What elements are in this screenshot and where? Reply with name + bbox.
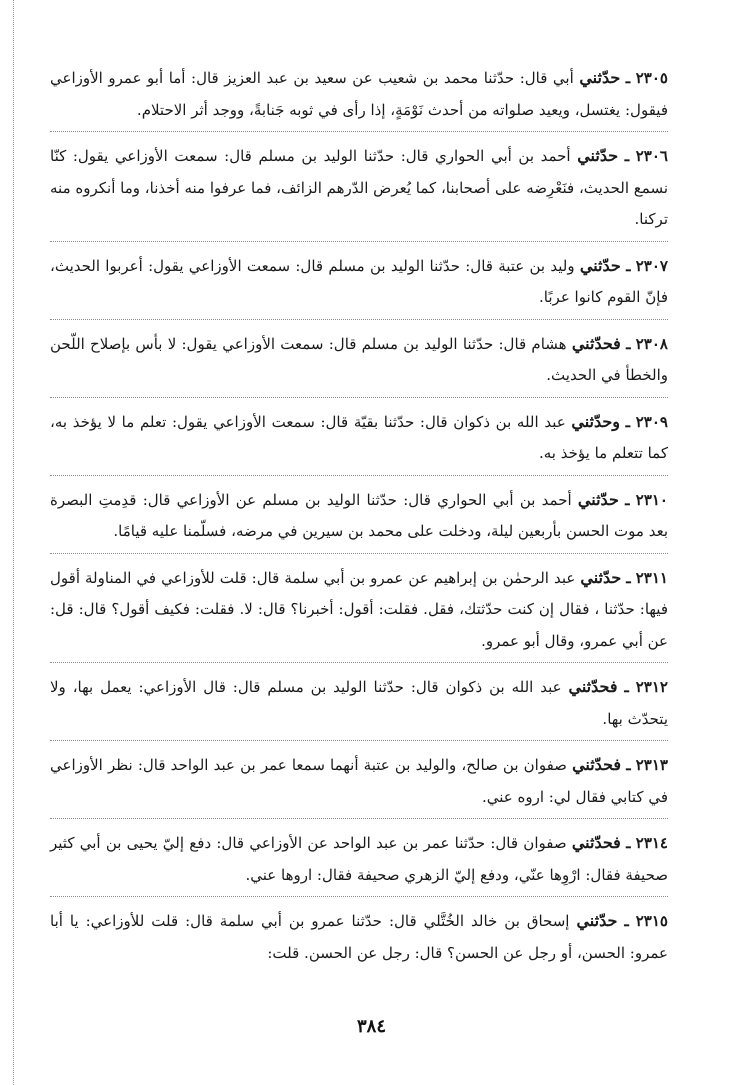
- entry-keyword: فحدّثني: [571, 333, 621, 353]
- entry-text: هشام قال: حدّثنا الوليد بن مسلم قال: سمعت الأوزاعي يقول: لا بأس بإصلاح اللّحن والخطأ في الحديث.: [50, 334, 668, 384]
- entry-keyword: حدّثني: [580, 567, 622, 587]
- hadith-entry-2306: [50, 140, 668, 242]
- entry-dash: ـ: [626, 756, 631, 774]
- entry-text: أحمد بن أبي الحواري قال: حدّثنا الوليد بن مسلم عن الأوزاعي قال: قدِمتِ البصرة بعد موت الحسن بأربعين ليلة، ودخلت على محمد بن سيرين في مرضه، فسلّمنا عليه قيامًا.: [50, 490, 668, 540]
- entry-number: ٢٣٠٩: [635, 412, 668, 431]
- entry-keyword: حدّثني: [577, 489, 619, 509]
- entry-text: وليد بن عتبة قال: حدّثنا الوليد بن مسلم قال: سمعت الأوزاعي يقول: أعربوا الحديث، فإنّ القوم كانوا عربًا.: [50, 256, 668, 306]
- entry-number: ٢٣١٢: [635, 678, 668, 696]
- entry-dash: ـ: [625, 490, 630, 509]
- entry-text: صفوان بن صالح، والوليد بن عتبة أنهما سمعا عمر بن عبد الواحد قال: نظر الأوزاعي في كتابي فقال لي: اروه عني.: [50, 756, 668, 806]
- entry-text: إسحاق بن خالد الخُتَّلي قال: حدّثنا عمرو بن أبي سلمة قال: قلت للأوزاعي: يا أبا عمرو: الحسن، أو رجل عن الحسن؟ قال: رجل عن الحسن. قلت:: [50, 912, 668, 962]
- entry-keyword: حدّثني: [579, 255, 621, 275]
- hadith-entry-2314: [50, 827, 668, 897]
- entry-dash: ـ: [626, 334, 631, 353]
- entry-keyword: وحدّثني: [571, 411, 620, 431]
- entry-number: ٢٣١٥: [635, 912, 668, 930]
- hadith-entry-2315: [50, 905, 668, 974]
- entry-number: ٢٣١٠: [635, 490, 668, 509]
- hadith-entry-2309: [50, 406, 668, 476]
- entry-dash: ـ: [624, 147, 630, 165]
- entry-dash: ـ: [625, 69, 631, 87]
- entry-number: ٢٣١١: [635, 568, 668, 587]
- entry-dash: ـ: [625, 412, 631, 431]
- hadith-entry-2312: [50, 671, 668, 741]
- entry-number: ٢٣٠٨: [635, 334, 668, 353]
- entry-number: ٢٣١٣: [635, 756, 668, 774]
- hadith-entry-2311: [50, 562, 668, 664]
- entry-keyword: حدّثني: [576, 911, 618, 930]
- hadith-entry-2305: [50, 62, 668, 132]
- entry-keyword: حدّثني: [579, 68, 621, 87]
- entry-dash: ـ: [624, 912, 629, 930]
- entry-number: ٢٣٠٥: [635, 69, 668, 87]
- entry-number: ٢٣١٤: [635, 834, 668, 852]
- entry-keyword: فحدّثني: [571, 833, 621, 852]
- hadith-entry-2307: [50, 250, 668, 320]
- entry-number: ٢٣٠٧: [635, 256, 668, 275]
- entry-text: عبد الرحمٰن بن إبراهيم عن عمرو بن أبي سلمة قال: قلت للأوزاعي في المناولة أقول فيها: حدّثنا ، فقال إن كنت حدّثتك، فقل. فقلت: أقول: أخبرنا؟ قال: لا. فقلت: فكيف أقول؟ قال: قل: عن أبي عمرو، وقال أبو عمرو.: [50, 568, 668, 650]
- entry-text: صفوان قال: حدّثنا عمر بن عبد الواحد عن الأوزاعي قال: دفع إليّ يحيى بن أبي كثير صحيفة فقال: ارْوِها عنّي، ودفع إليّ الزهري صحيفة فقال: اروها عني.: [50, 834, 668, 884]
- entry-dash: ـ: [624, 678, 629, 696]
- entry-dash: ـ: [626, 834, 631, 852]
- entry-keyword: حدّثني: [577, 146, 619, 165]
- entry-text: أبي قال: حدّثنا محمد بن شعيب عن سعيد بن عبد العزيز قال: أما أبو عمرو الأوزاعي فيقول: يغتسل، ويعيد صلواته من أحدث نَوْمَةٍ، إذا رأى في ثوبه جَنابةً، ووجد أثر الاحتلام.: [50, 69, 668, 119]
- page-number: ٣٨٤: [356, 1016, 386, 1037]
- page-margin-dotted-line: [13, 0, 14, 1085]
- hadith-entry-2313: [50, 749, 668, 819]
- page-body: [50, 62, 668, 982]
- entry-dash: ـ: [626, 568, 631, 587]
- entry-text: عبد الله بن ذكوان قال: حدّثنا الوليد بن مسلم قال: قال الأوزاعي: يعمل بها، ولا يتحدّث بها.: [50, 678, 668, 728]
- entry-text: أحمد بن أبي الحواري قال: حدّثنا الوليد بن مسلم قال: سمعت الأوزاعي يقول: كنّا نسمع الحديث، فنَعْرِضه على أصحابنا، كما يُعرض الدّرهم الزائف، فما عرفوا منه أخذنا، وما أنكروه منه تركنا.: [50, 147, 669, 228]
- hadith-entry-2310: [50, 484, 668, 554]
- entry-keyword: فحدّثني: [568, 677, 618, 696]
- entry-keyword: فحدّثني: [572, 755, 622, 774]
- entry-number: ٢٣٠٦: [635, 147, 668, 165]
- hadith-entry-2308: [50, 328, 668, 398]
- entry-dash: ـ: [626, 256, 631, 275]
- entry-text: عبد الله بن ذكوان قال: حدّثنا بقيّة قال: سمعت الأوزاعي يقول: تعلم ما لا يؤخذ به، كما تتعلم ما يؤخذ به.: [50, 412, 668, 462]
